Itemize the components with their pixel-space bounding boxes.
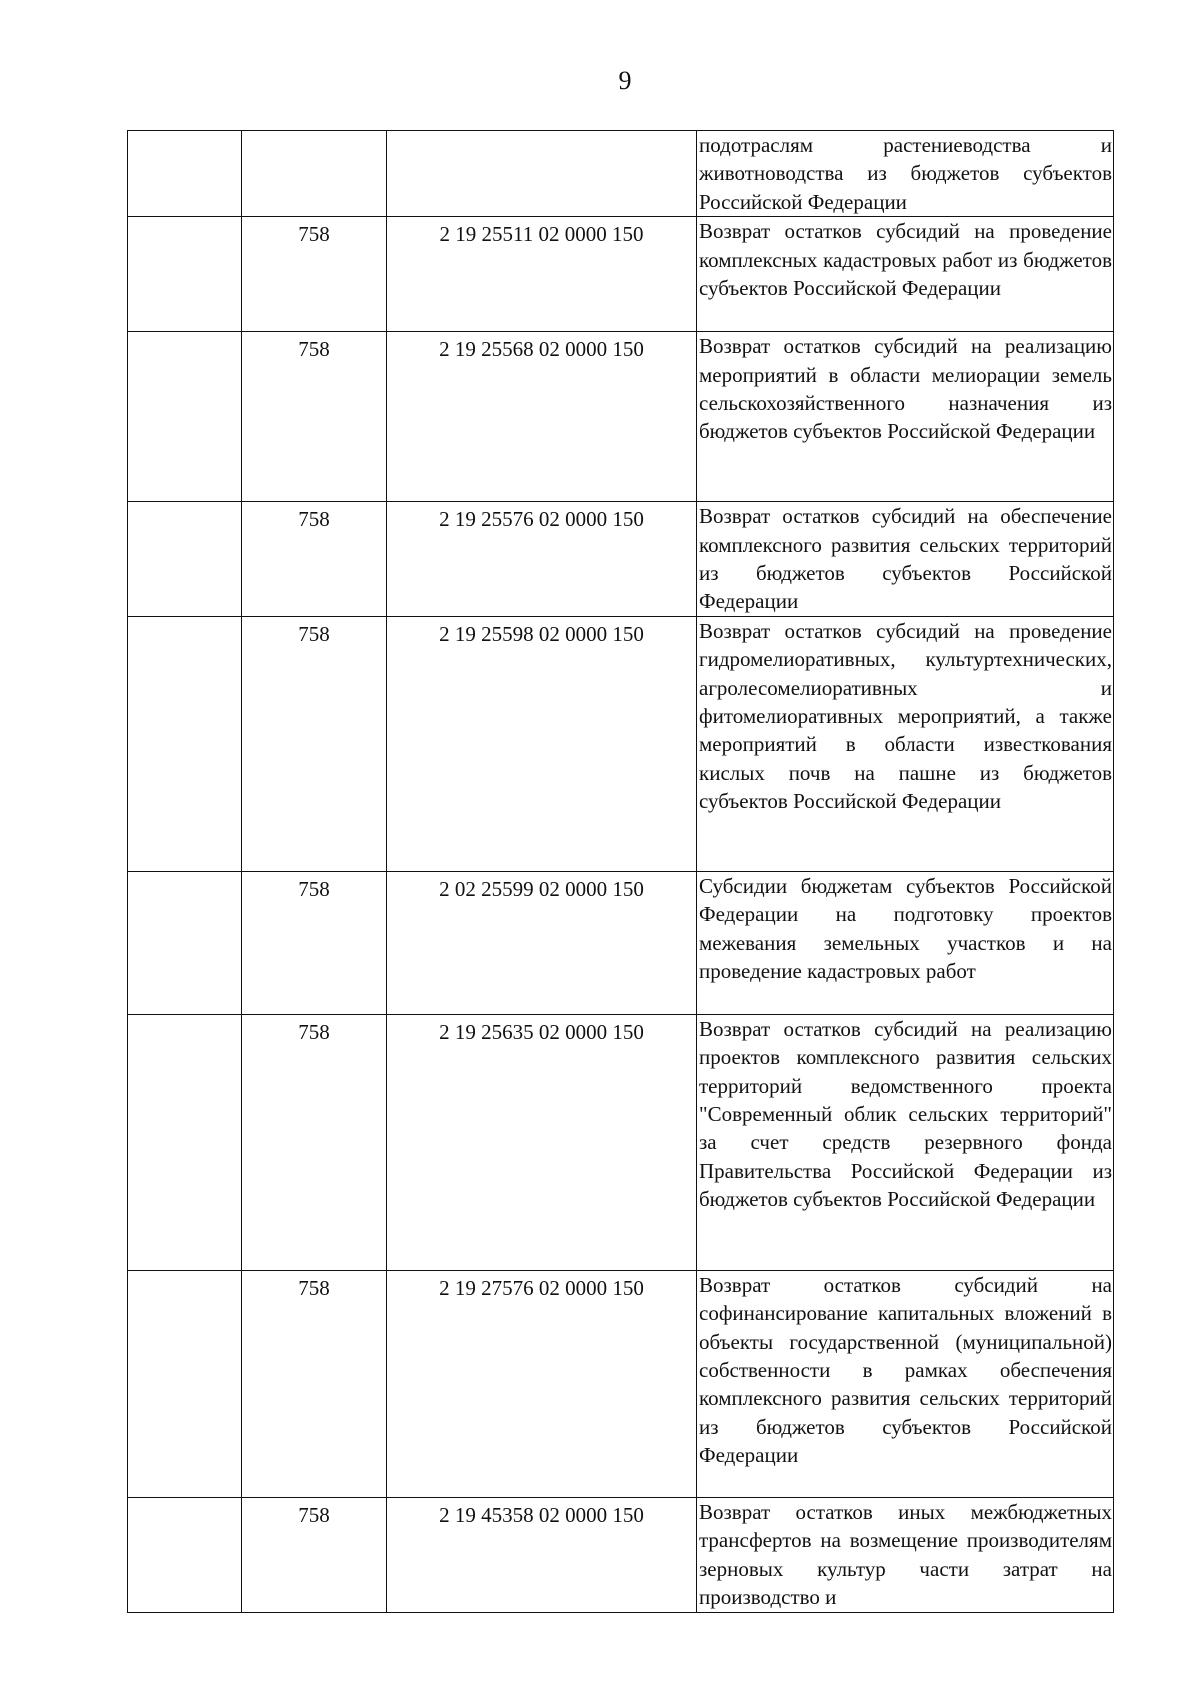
- admin-code-cell: 758: [242, 217, 387, 332]
- income-name-cell: [697, 131, 1114, 217]
- table-row: [128, 871, 1114, 1014]
- budget-code-cell: 2 19 25511 02 0000 150: [387, 217, 697, 332]
- budget-codes-table: [127, 130, 1114, 1613]
- table-row: [128, 502, 1114, 617]
- empty-cell: [128, 1270, 242, 1497]
- table-row: [128, 332, 1114, 502]
- income-name-text: Возврат остатков субсидий на реализацию проектов комплексного развития сельских территорий ведомственного проекта "Современный облик сельских территорий" за счет средств резервного фонда Правительства Российской Федерации из бюджетов субъектов Российской Федерации: [699, 1016, 1112, 1212]
- table-row: [128, 1497, 1114, 1612]
- budget-code-cell: 2 02 25599 02 0000 150: [387, 871, 697, 1014]
- empty-cell: [128, 1497, 242, 1612]
- budget-code-cell: 2 19 45358 02 0000 150: [387, 1497, 697, 1612]
- income-name-text: Возврат остатков субсидий на софинансирование капитальных вложений в объекты государственной (муниципальной) собственности в рамках обеспечения комплексного развития сельских территорий из бюджетов субъектов Российской Федерации: [699, 1272, 1112, 1468]
- admin-code-cell: 758: [242, 1270, 387, 1497]
- budget-code-cell: 2 19 25598 02 0000 150: [387, 616, 697, 871]
- admin-code-cell: 758: [242, 616, 387, 871]
- income-name-text: Возврат остатков иных межбюджетных трансфертов на возмещение производителям зерновых культур части затрат на производство и: [699, 1499, 1112, 1610]
- income-name-cell: [697, 1014, 1114, 1270]
- empty-cell: [128, 332, 242, 502]
- admin-code-cell: [242, 131, 387, 217]
- empty-cell: [128, 871, 242, 1014]
- income-name-cell: [697, 616, 1114, 871]
- income-name-cell: [697, 1497, 1114, 1612]
- income-name-text: Возврат остатков субсидий на обеспечение комплексного развития сельских территорий из бюджетов субъектов Российской Федерации: [699, 504, 1112, 614]
- budget-code-cell: 2 19 27576 02 0000 150: [387, 1270, 697, 1497]
- budget-code-cell: 2 19 25568 02 0000 150: [387, 332, 697, 502]
- empty-cell: [128, 616, 242, 871]
- admin-code-cell: 758: [242, 502, 387, 617]
- empty-cell: [128, 131, 242, 217]
- admin-code-cell: 758: [242, 1497, 387, 1612]
- income-name-cell: [697, 1270, 1114, 1497]
- admin-code-cell: 758: [242, 1014, 387, 1270]
- income-name-text: Возврат остатков субсидий на проведение комплексных кадастровых работ из бюджетов субъектов Российской Федерации: [699, 219, 1112, 301]
- income-name-cell: [697, 217, 1114, 332]
- income-name-text: Возврат остатков субсидий на реализацию мероприятий в области мелиорации земель сельскохозяйственного назначения из бюджетов субъектов Российской Федерации: [699, 334, 1112, 444]
- income-name-text: подотраслям растениеводства и животноводства из бюджетов субъектов Российской Федерации: [699, 133, 1112, 214]
- admin-code-cell: 758: [242, 871, 387, 1014]
- table-row: [128, 1270, 1114, 1497]
- page-number: 9: [618, 66, 632, 95]
- table-row: [128, 616, 1114, 871]
- table-row: [128, 217, 1114, 332]
- budget-code-cell: [387, 131, 697, 217]
- empty-cell: [128, 502, 242, 617]
- income-name-cell: [697, 871, 1114, 1014]
- table-row: [128, 131, 1114, 217]
- empty-cell: [128, 1014, 242, 1270]
- income-name-text: Субсидии бюджетам субъектов Российской Федерации на подготовку проектов межевания земельных участков и на проведение кадастровых работ: [699, 873, 1112, 984]
- empty-cell: [128, 217, 242, 332]
- income-name-text: Возврат остатков субсидий на проведение гидромелиоративных, культуртехнических, агролесомелиоративных и фитомелиоративных мероприятий, а также мероприятий в области известкования кислых почв на пашне из бюджетов субъектов Российской Федерации: [699, 618, 1112, 814]
- table-row: [128, 1014, 1114, 1270]
- admin-code-cell: 758: [242, 332, 387, 502]
- budget-code-cell: 2 19 25635 02 0000 150: [387, 1014, 697, 1270]
- income-name-cell: [697, 332, 1114, 502]
- budget-code-cell: 2 19 25576 02 0000 150: [387, 502, 697, 617]
- income-name-cell: [697, 502, 1114, 617]
